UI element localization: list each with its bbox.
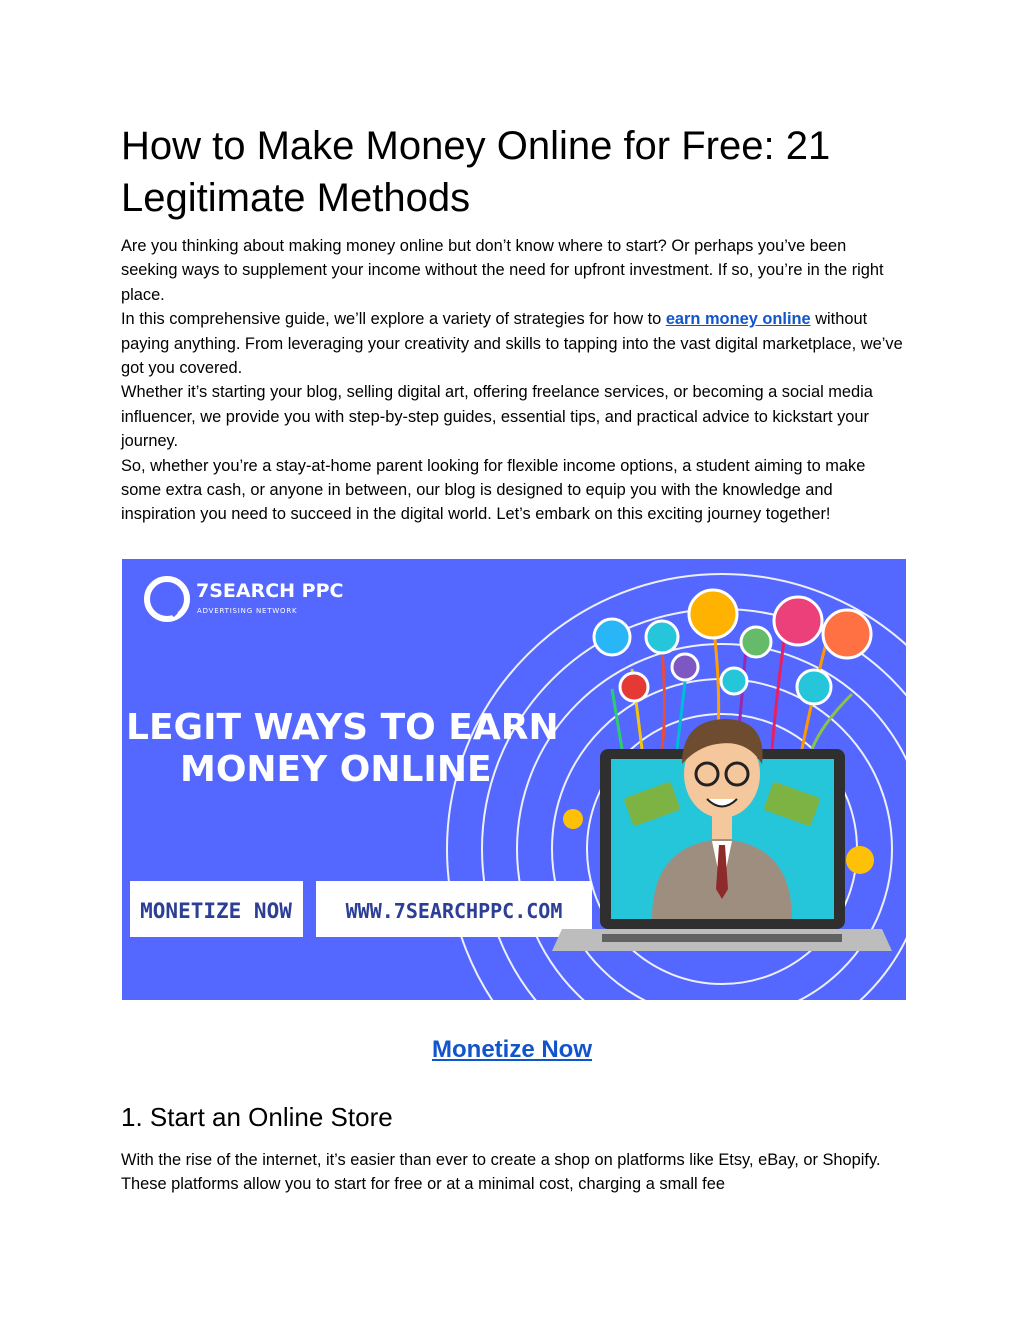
paragraph-intro: Are you thinking about making money online but don’t know where to start? Or perhaps you’ve been seeking ways to supplement your income without the need for upfront investment. If so, you’re in the right place. [121, 237, 884, 304]
paragraph-audience: So, whether you’re a stay-at-home parent looking for flexible income options, a student aiming to make some extra cash, or anyone in between, our blog is designed to equip you with the knowledge and inspiration you need to succeed in the digital world. Let’s embark on this exciting journey together! [121, 456, 866, 524]
brand-tagline: ADVERTISING NETWORK [197, 607, 298, 615]
paragraph-guide [121, 307, 907, 380]
earn-money-online-link[interactable]: earn money online [665, 310, 811, 329]
monetize-now-link[interactable]: Monetize Now [432, 1036, 592, 1063]
banner-image[interactable] [122, 559, 906, 1000]
article [121, 120, 907, 527]
banner-headline-line2: MONEY ONLINE [180, 749, 492, 790]
banner-website-button[interactable] [316, 881, 592, 937]
paragraph-examples: Whether it’s starting your blog, selling digital art, offering freelance services, or becoming a social media influencer, we provide you with step-by-step guides, essential tips, and practical advice to kickstart your journey. [121, 383, 873, 451]
cta-block [0, 1036, 1024, 1064]
section-heading: 1. Start an Online Store [121, 1102, 393, 1132]
banner-website-label: WWW.7SEARCHPPC.COM [345, 899, 563, 923]
banner-monetize-button[interactable] [130, 881, 303, 937]
banner-headline-line1: LEGIT WAYS TO EARN [126, 707, 559, 748]
article-title: How to Make Money Online for Free: 21 Legitimate Methods [121, 124, 831, 220]
paragraph-guide-end: without paying anything. From leveraging your creativity and skills to tapping into the vast digital marketplace, we’ve got you covered. [121, 310, 903, 378]
laptop-illustration [552, 719, 892, 951]
brand-name: 7SEARCH PPC [196, 580, 344, 602]
section-paragraph: With the rise of the internet, it’s easier than ever to create a shop on platforms like Etsy, eBay, or Shopify. These platforms allow you to start for free or at a minimal cost, charging a small fee [121, 1151, 881, 1194]
paragraph-guide-start: In this comprehensive guide, we’ll explore a variety of strategies for how to [121, 310, 666, 329]
banner-monetize-label: MONETIZE NOW [140, 899, 292, 923]
